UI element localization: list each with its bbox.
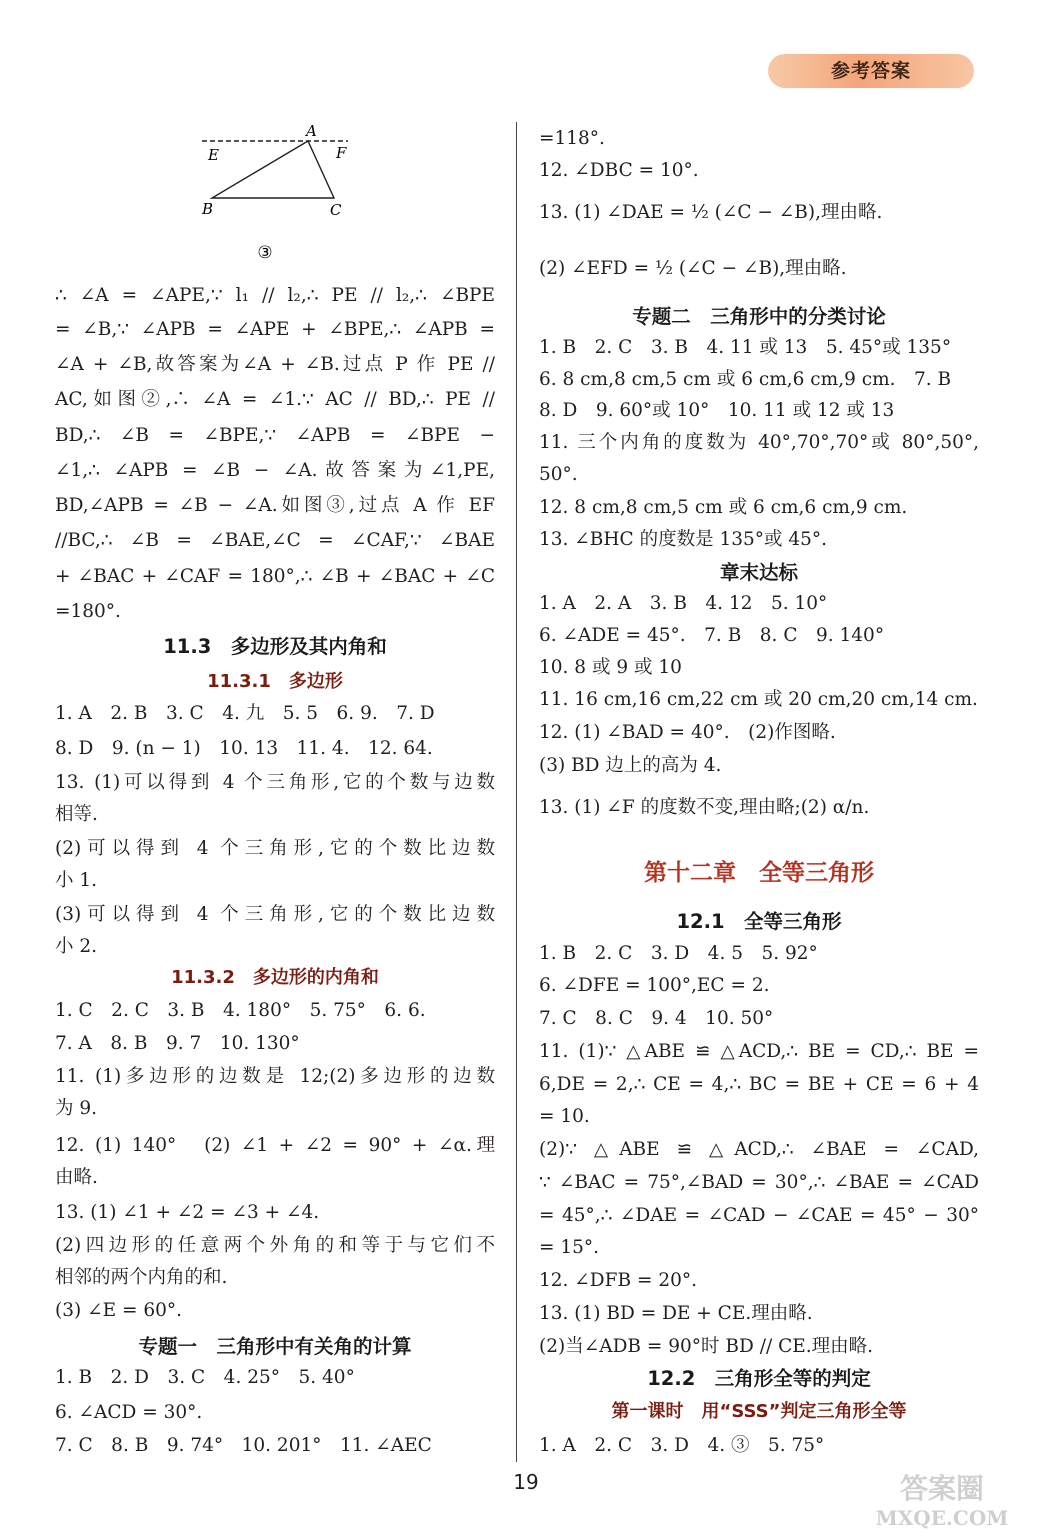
column-divider <box>516 122 517 1462</box>
left-line-20: 小 2. <box>55 936 98 957</box>
left-line-3: ∠A + ∠B,故答案为∠A + ∠B.过点 P 作 PE // <box>55 354 495 375</box>
right-line-37: 第一课时 用“SSS”判定三角形全等 <box>611 1401 907 1422</box>
left-line-2: = ∠B,∵ ∠APB = ∠APE + ∠BPE,∴ ∠APB = <box>55 319 495 340</box>
left-line-26: 12. (1) 140° (2) ∠1 + ∠2 = 90° + ∠α.理 <box>55 1135 495 1156</box>
right-line-33: 12. ∠DFB = 20°. <box>539 1270 697 1291</box>
right-line-7: 6. 8 cm,8 cm,5 cm 或 6 cm,6 cm,9 cm. 7. B <box>539 369 952 390</box>
right-line-1: =118°. <box>539 128 605 149</box>
left-line-18: 小 1. <box>55 870 98 891</box>
right-line-36: 12.2 三角形全等的判定 <box>647 1367 871 1390</box>
left-line-4: AC,如图②,∴ ∠A = ∠1.∵ AC // BD,∴ PE // <box>55 389 495 410</box>
right-line-26: 11. (1)∵ △ABE ≌ △ACD,∴ BE = CD,∴ BE = <box>539 1041 979 1062</box>
right-line-22: 12.1 全等三角形 <box>676 910 842 933</box>
right-line-38: 1. A 2. C 3. D 4. ③ 5. 75° <box>539 1435 825 1456</box>
right-line-30: ∵ ∠BAC = 75°,∠BAD = 30°,∴ ∠BAE = ∠CAD <box>539 1172 979 1193</box>
left-line-19: (3)可以得到 4 个三角形,它的个数比边数 <box>55 904 495 925</box>
page-number: 19 <box>513 1470 539 1494</box>
right-line-25: 7. C 8. C 9. 4 10. 50° <box>539 1008 774 1029</box>
right-line-14: 1. A 2. A 3. B 4. 12 5. 10° <box>539 593 828 614</box>
right-line-4: (2) ∠EFD = ½ (∠C − ∠B),理由略. <box>539 258 847 279</box>
right-line-34: 13. (1) BD = DE + CE.理由略. <box>539 1303 813 1324</box>
right-line-28: = 10. <box>539 1106 590 1127</box>
right-line-9: 11. 三个内角的度数为 40°,70°,70°或 80°,50°, <box>539 432 979 453</box>
left-line-9: + ∠BAC + ∠CAF = 180°,∴ ∠B + ∠BAC + ∠C <box>55 566 495 587</box>
right-line-21: 第十二章 全等三角形 <box>644 860 874 886</box>
svg-text:MXQE.COM: MXQE.COM <box>875 1506 1009 1530</box>
left-line-32: 专题一 三角形中有关角的计算 <box>138 1335 412 1358</box>
right-line-31: = 45°,∴ ∠DAE = ∠CAD − ∠CAE = 45° − 30° <box>539 1205 979 1226</box>
left-line-29: (2)四边形的任意两个外角的和等于与它们不 <box>55 1235 495 1256</box>
label-f: F <box>336 144 347 162</box>
left-line-33: 1. B 2. D 3. C 4. 25° 5. 40° <box>55 1367 355 1388</box>
left-line-24: 11. (1)多边形的边数是 12;(2)多边形的边数 <box>55 1066 495 1087</box>
right-line-32: = 15°. <box>539 1237 600 1258</box>
right-line-12: 13. ∠BHC 的度数是 135°或 45°. <box>539 529 828 550</box>
right-line-24: 6. ∠DFE = 100°,EC = 2. <box>539 975 770 996</box>
left-line-10: =180°. <box>55 601 121 622</box>
figure-caption: ③ <box>257 243 273 262</box>
label-b: B <box>202 200 214 218</box>
svg-text:答案圈: 答案圈 <box>899 1472 985 1505</box>
left-line-28: 13. (1) ∠1 + ∠2 = ∠3 + ∠4. <box>55 1202 320 1223</box>
label-e: E <box>208 146 219 164</box>
left-line-34: 6. ∠ACD = 30°. <box>55 1402 203 1423</box>
left-line-14: 8. D 9. (n − 1) 10. 13 11. 4. 12. 64. <box>55 738 433 759</box>
right-line-6: 1. B 2. C 3. B 4. 11 或 13 5. 45°或 135° <box>539 337 952 358</box>
left-line-27: 由略. <box>55 1167 98 1188</box>
right-line-19: (3) BD 边上的高为 4. <box>539 755 722 776</box>
right-line-20: 13. (1) ∠F 的度数不变,理由略;(2) α/n. <box>539 797 870 818</box>
right-line-16: 10. 8 或 9 或 10 <box>539 657 682 678</box>
right-line-23: 1. B 2. C 3. D 4. 5 5. 92° <box>539 943 818 964</box>
left-line-11: 11.3 多边形及其内角和 <box>163 635 387 658</box>
label-a: A <box>306 122 317 140</box>
left-line-22: 1. C 2. C 3. B 4. 180° 5. 75° 6. 6. <box>55 1000 426 1021</box>
left-line-35: 7. C 8. B 9. 74° 10. 201° 11. ∠AEC <box>55 1435 432 1456</box>
left-line-23: 7. A 8. B 9. 7 10. 130° <box>55 1033 300 1054</box>
right-line-11: 12. 8 cm,8 cm,5 cm 或 6 cm,6 cm,9 cm. <box>539 497 908 518</box>
left-line-6: ∠1,∴ ∠APB = ∠B − ∠A.故答案为∠1,PE, <box>55 460 495 481</box>
left-line-13: 1. A 2. B 3. C 4. 九 5. 5 6. 9. 7. D <box>55 703 435 724</box>
left-line-30: 相邻的两个内角的和. <box>55 1267 228 1288</box>
right-line-29: (2)∵ △ABE ≌ △ACD,∴ ∠BAE = ∠CAD, <box>539 1139 979 1160</box>
right-line-18: 12. (1) ∠BAD = 40°. (2)作图略. <box>539 722 836 743</box>
right-line-8: 8. D 9. 60°或 10° 10. 11 或 12 或 13 <box>539 400 895 421</box>
right-line-17: 11. 16 cm,16 cm,22 cm 或 20 cm,20 cm,14 cm. <box>539 689 978 710</box>
left-line-5: BD,∴ ∠B = ∠BPE,∵ ∠APB = ∠BPE − <box>55 425 495 446</box>
right-line-13: 章末达标 <box>719 561 798 584</box>
triangle-figure <box>150 122 360 262</box>
left-line-17: (2)可以得到 4 个三角形,它的个数比边数 <box>55 838 495 859</box>
left-line-12: 11.3.1 多边形 <box>207 671 343 692</box>
right-line-2: 12. ∠DBC = 10°. <box>539 160 699 181</box>
right-line-3: 13. (1) ∠DAE = ½ (∠C − ∠B),理由略. <box>539 202 883 223</box>
left-line-8: //BC,∴ ∠B = ∠BAE,∠C = ∠CAF,∵ ∠BAE <box>55 530 495 551</box>
left-line-1: ∴ ∠A = ∠APE,∵ l₁ // l₂,∴ PE // l₂,∴ ∠BPE <box>55 285 495 306</box>
watermark-logo <box>842 1470 1042 1530</box>
right-line-35: (2)当∠ADB = 90°时 BD // CE.理由略. <box>539 1336 874 1357</box>
label-c: C <box>330 201 342 219</box>
section-tab: 参考答案 <box>768 54 974 88</box>
left-line-25: 为 9. <box>55 1098 98 1119</box>
left-line-7: BD,∠APB = ∠B − ∠A.如图③,过点 A 作 EF <box>55 495 495 516</box>
triangle-abc <box>212 141 334 198</box>
right-line-10: 50°. <box>539 464 578 485</box>
left-line-16: 相等. <box>55 804 98 825</box>
left-line-31: (3) ∠E = 60°. <box>55 1300 183 1321</box>
right-line-27: 6,DE = 2,∴ CE = 4,∴ BC = BE + CE = 6 + 4 <box>539 1074 979 1095</box>
left-line-21: 11.3.2 多边形的内角和 <box>171 967 379 988</box>
right-line-5: 专题二 三角形中的分类讨论 <box>632 305 886 328</box>
left-line-15: 13. (1)可以得到 4 个三角形,它的个数与边数 <box>55 772 495 793</box>
right-line-15: 6. ∠ADE = 45°. 7. B 8. C 9. 140° <box>539 625 885 646</box>
